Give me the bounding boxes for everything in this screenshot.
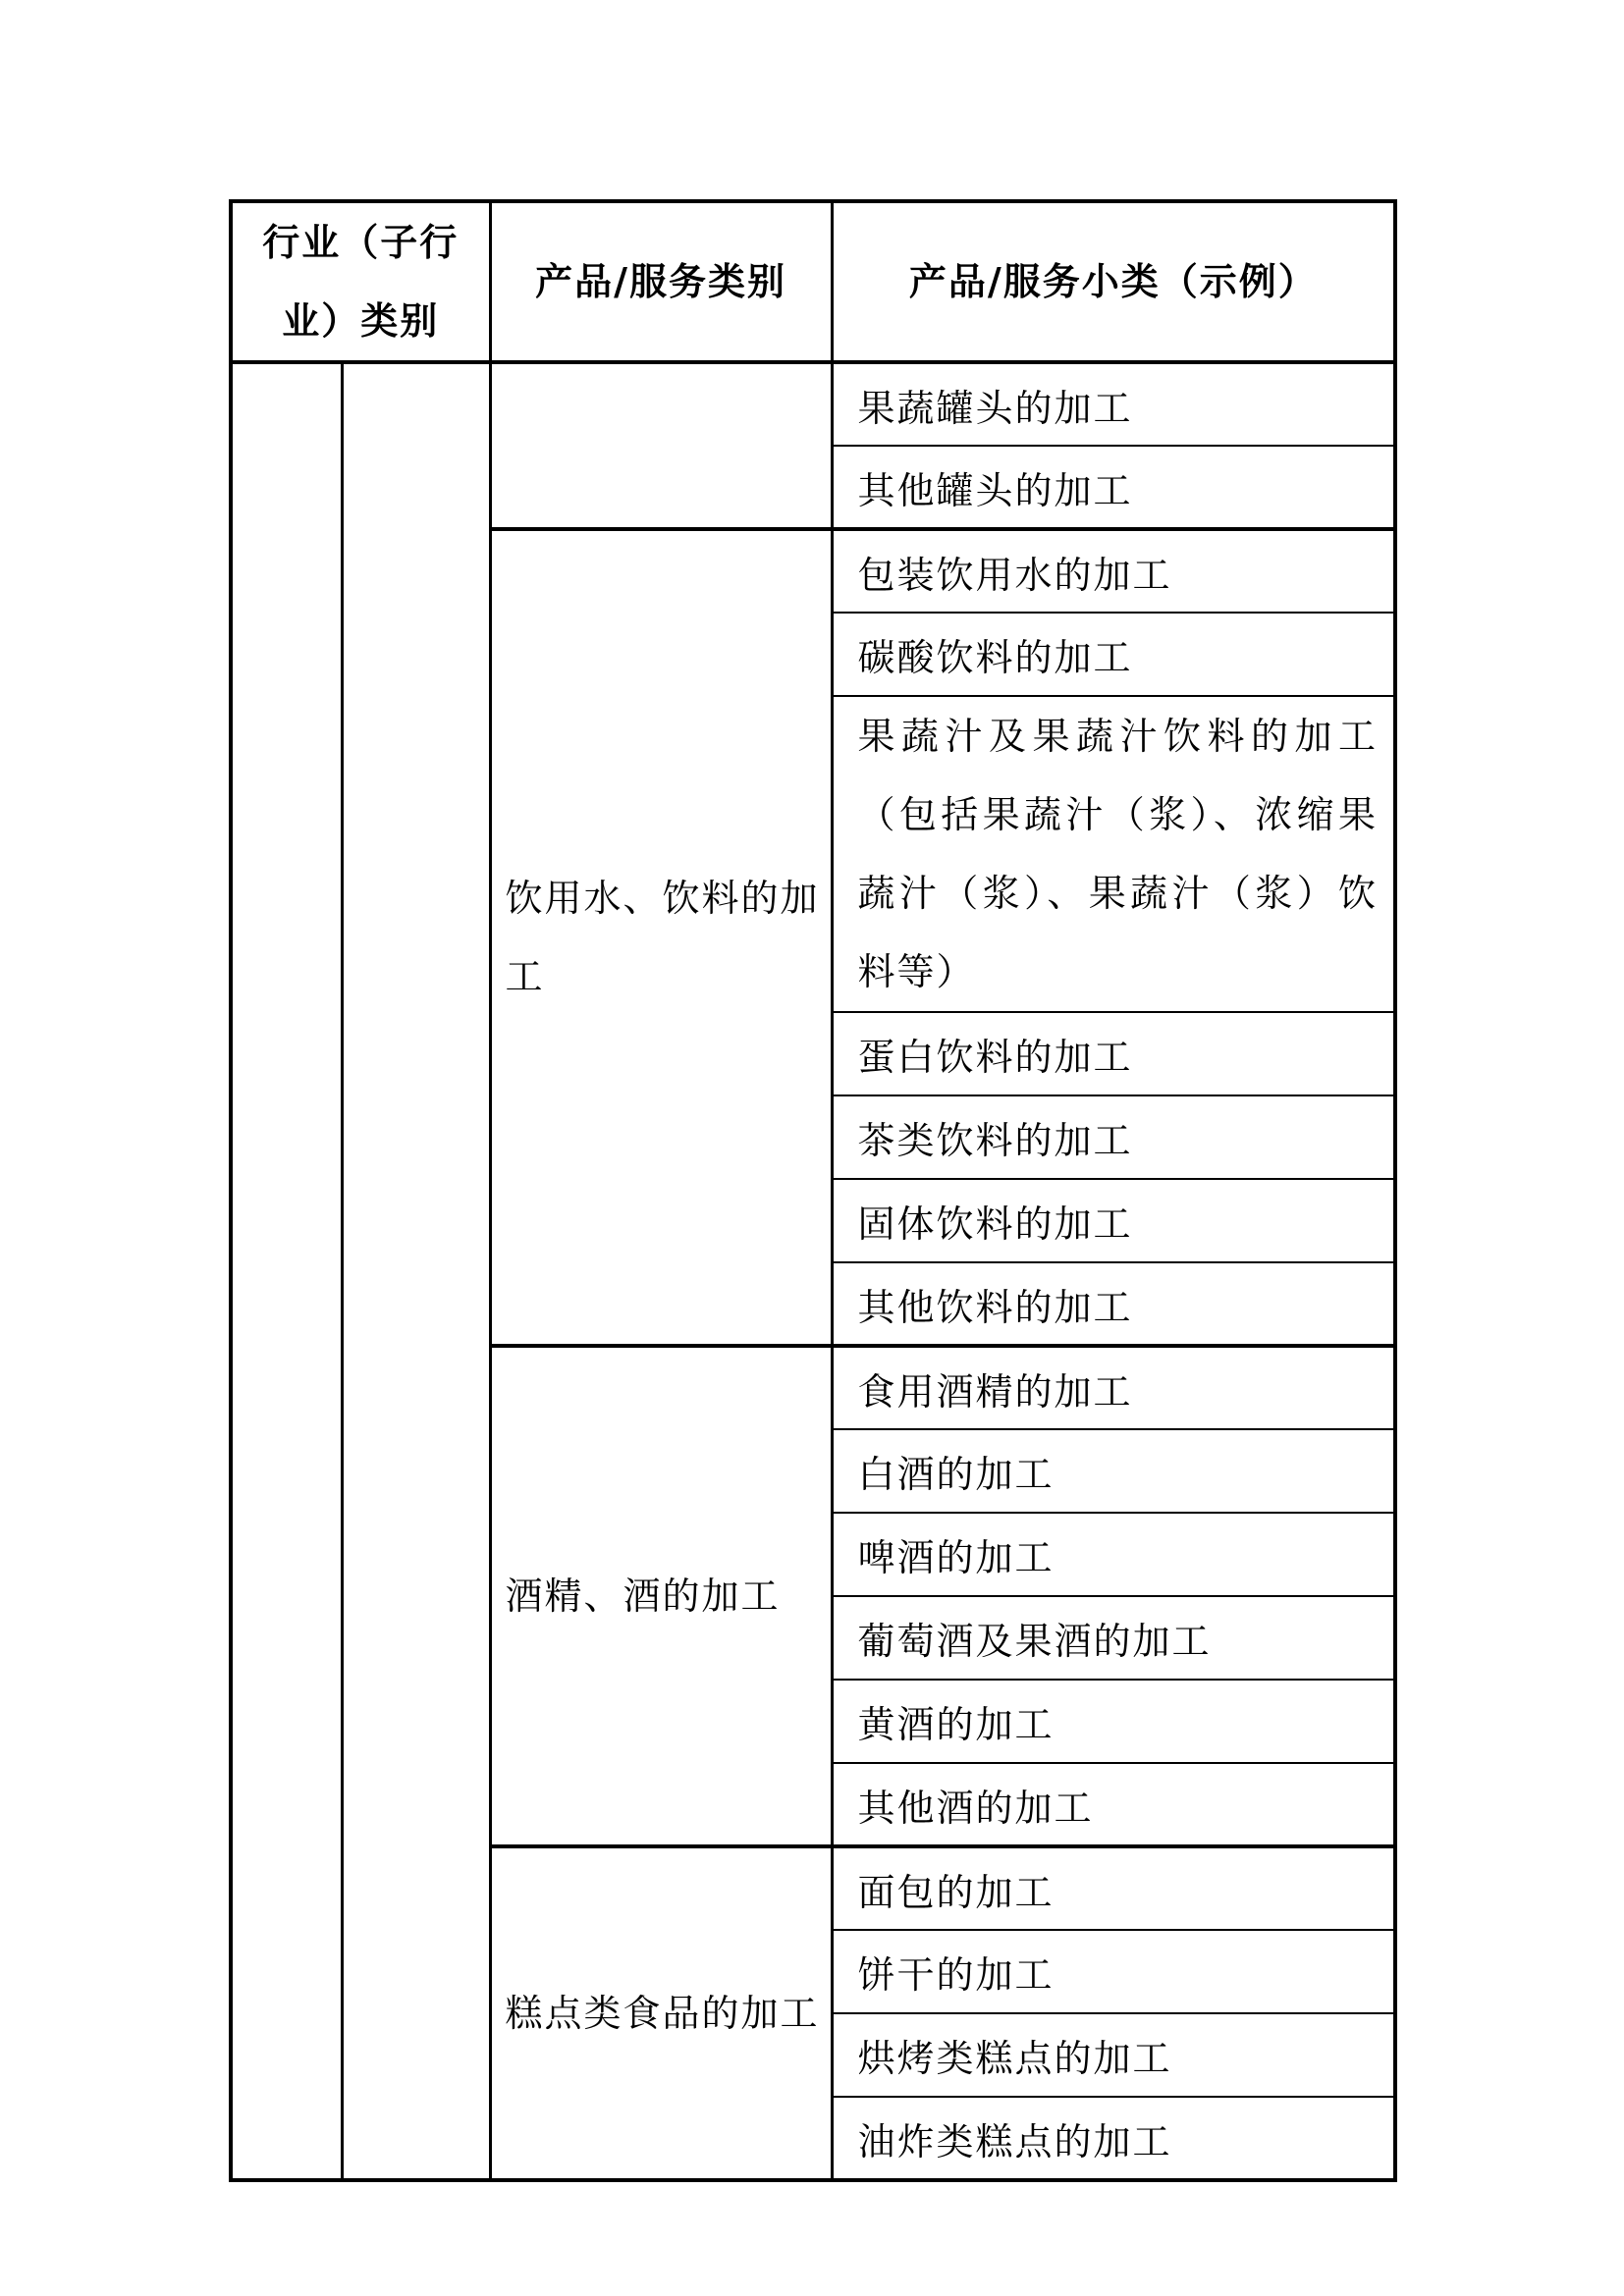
subcategory-cell: 果蔬汁及果蔬汁饮料的加工（包括果蔬汁（浆）、浓缩果蔬汁（浆）、果蔬汁（浆）饮料等） (832, 696, 1395, 1012)
subcategory-cell: 食用酒精的加工 (832, 1346, 1395, 1429)
header-row (231, 201, 1395, 362)
subcategory-cell: 固体饮料的加工 (832, 1179, 1395, 1262)
subcategory-cell: 茶类饮料的加工 (832, 1095, 1395, 1179)
subcategory-cell: 黄酒的加工 (832, 1680, 1395, 1763)
industry-classification-table (229, 199, 1397, 2182)
industry-empty-cell (231, 362, 342, 2180)
subcategory-cell: 烘烤类糕点的加工 (832, 2013, 1395, 2097)
subindustry-empty-cell (342, 362, 490, 2180)
subcategory-cell: 啤酒的加工 (832, 1513, 1395, 1596)
header-product-service-category: 产品/服务类别 (490, 201, 832, 362)
subcategory-cell: 包装饮用水的加工 (832, 529, 1395, 613)
subcategory-cell: 饼干的加工 (832, 1930, 1395, 2013)
category-cell-beverage: 饮用水、饮料的加工 (490, 529, 832, 1346)
category-cell-pastry: 糕点类食品的加工 (490, 1846, 832, 2180)
subcategory-cell: 油炸类糕点的加工 (832, 2097, 1395, 2180)
subcategory-cell: 碳酸饮料的加工 (832, 613, 1395, 696)
header-product-service-subcategory: 产品/服务小类（示例） (832, 201, 1395, 362)
category-cell-alcohol: 酒精、酒的加工 (490, 1346, 832, 1846)
subcategory-cell: 面包的加工 (832, 1846, 1395, 1930)
subcategory-cell: 白酒的加工 (832, 1429, 1395, 1513)
subcategory-cell: 其他罐头的加工 (832, 446, 1395, 529)
subcategory-cell: 果蔬罐头的加工 (832, 362, 1395, 446)
subcategory-cell: 其他酒的加工 (832, 1763, 1395, 1846)
header-industry-category: 行业（子行业）类别 (231, 201, 490, 362)
category-empty-cell (490, 362, 832, 529)
table-row (231, 362, 1395, 446)
subcategory-cell: 蛋白饮料的加工 (832, 1012, 1395, 1095)
subcategory-cell: 其他饮料的加工 (832, 1262, 1395, 1346)
subcategory-cell: 葡萄酒及果酒的加工 (832, 1596, 1395, 1680)
